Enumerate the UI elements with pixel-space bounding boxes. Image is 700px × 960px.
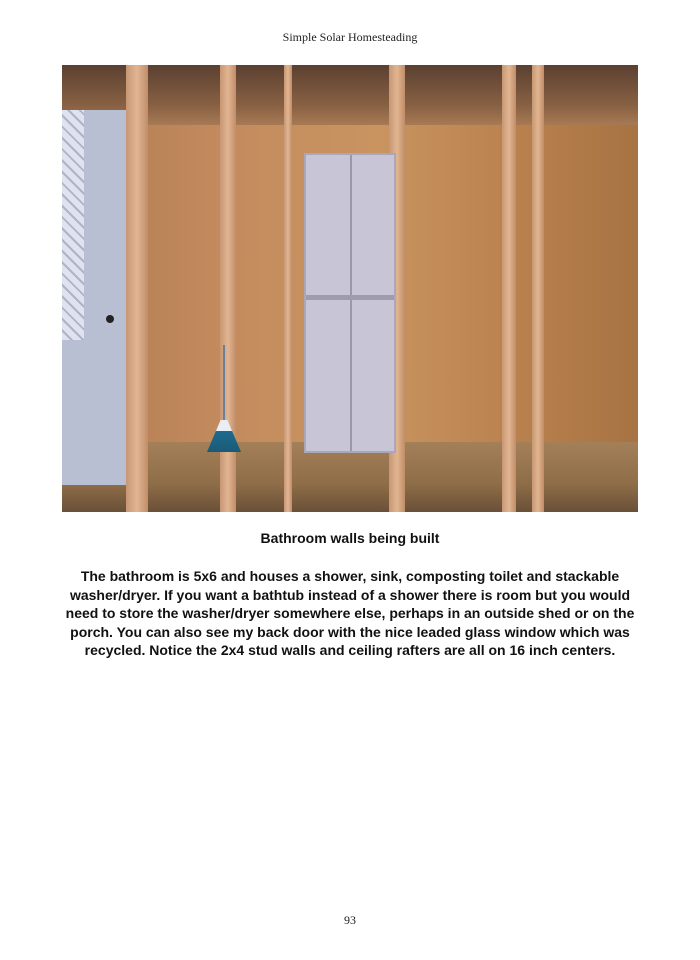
leaded-glass-window (62, 110, 84, 340)
wall-stud (284, 65, 292, 512)
running-header: Simple Solar Homesteading (282, 30, 418, 44)
door-knob (106, 315, 114, 323)
bathroom-framing-photo (62, 65, 638, 512)
figure-caption: Bathroom walls being built (260, 530, 440, 546)
wall-stud (532, 65, 544, 512)
storage-cabinet (304, 153, 396, 453)
wall-stud (126, 65, 148, 512)
page-number: 93 (344, 913, 356, 927)
broom-handle (223, 345, 225, 425)
wall-stud (502, 65, 516, 512)
ceiling-rafters (62, 65, 638, 125)
body-paragraph: The bathroom is 5x6 and houses a shower, sink, composting toilet and stackable washer/dryer. If you want a bathtub instead of a shower there is room but you would need to store the washer/dryer somewhere else, perhaps in an outside shed or on the porch. You can also see my back door with the nice leaded glass window which was recycled. Notice the 2x4 stud walls and ceiling rafters are all on 16 inch centers. (65, 568, 635, 658)
